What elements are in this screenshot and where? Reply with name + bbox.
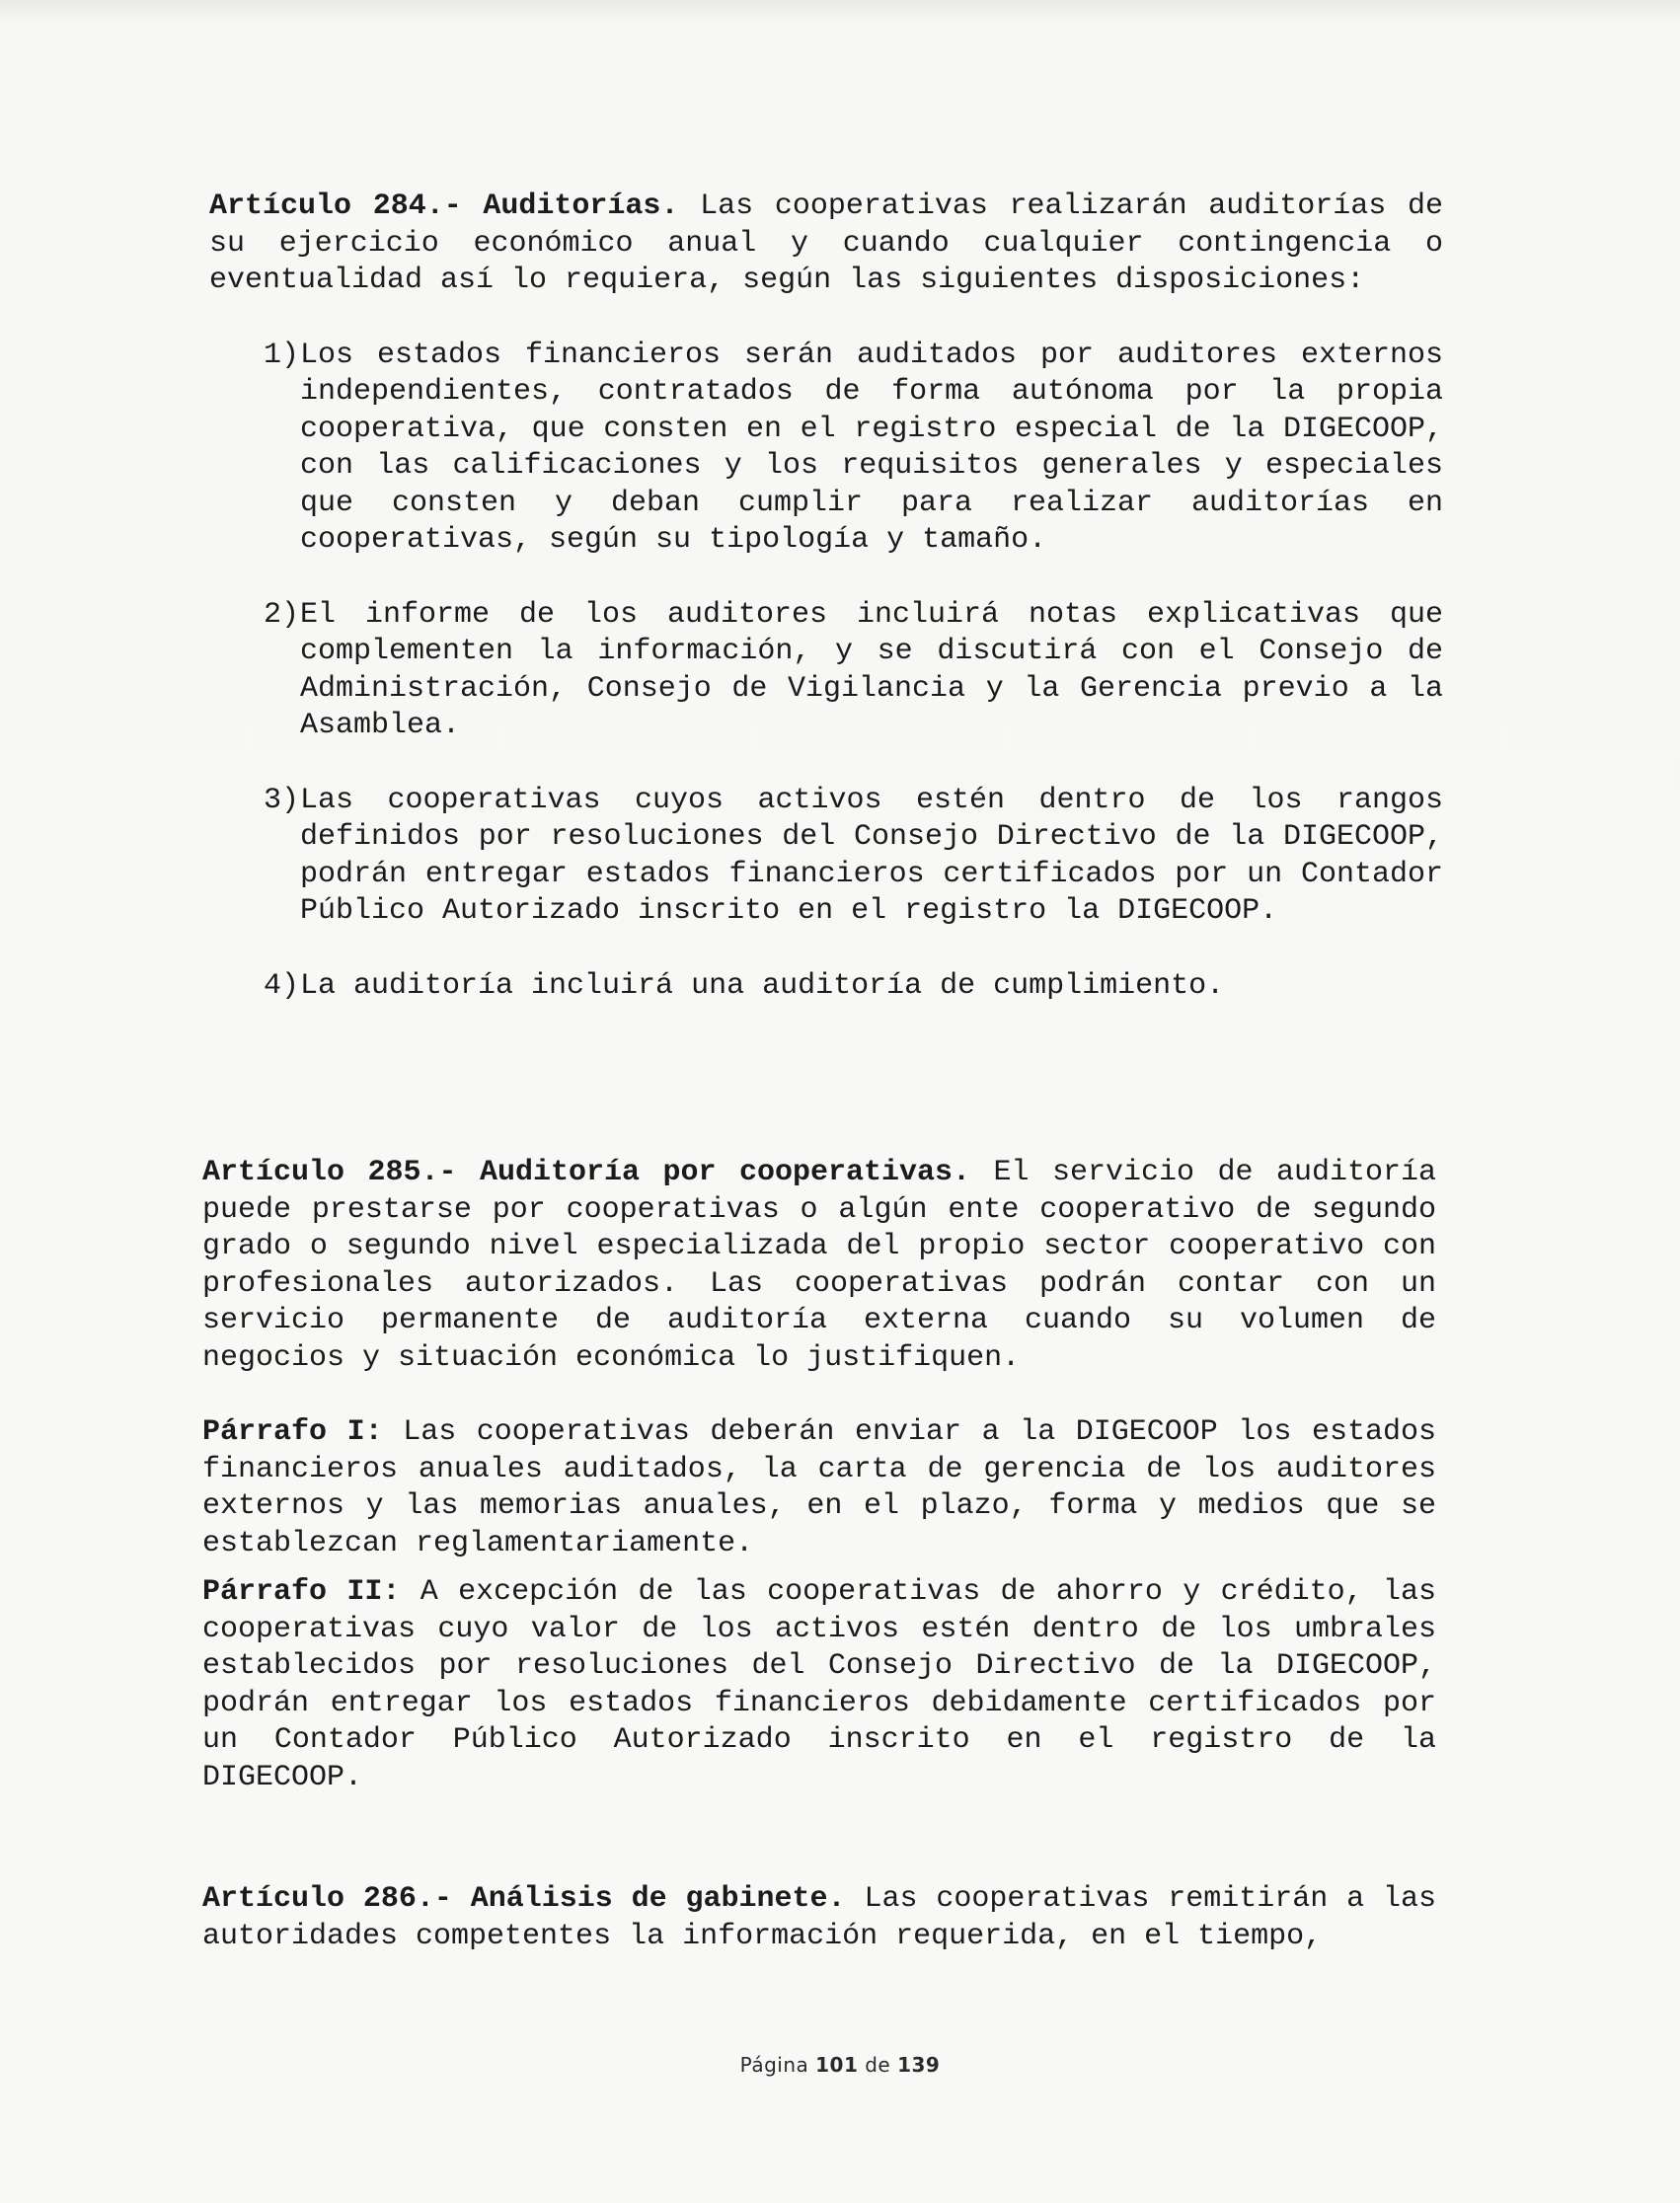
list-item-text: La auditoría incluirá una auditoría de cumplimiento.	[300, 968, 1225, 1003]
article-285-paragraph	[202, 1155, 1436, 1377]
article-284	[209, 189, 1443, 1005]
list-item-number: 4)	[264, 968, 300, 1003]
paragraph-i	[202, 1414, 1436, 1562]
list-item-text: Las cooperativas cuyos activos estén dentro de los rangos definidos por resoluciones del Consejo Directivo de la DIGECOOP, podrán entregar estados financieros certificados por un Contador Público Autorizado inscrito en el registro la DIGECOOP.	[300, 783, 1443, 928]
paragraph-ii	[202, 1574, 1436, 1796]
paragraph-ii-label: Párrafo II:	[202, 1575, 401, 1609]
list-item	[209, 338, 1443, 560]
article-284-list	[209, 338, 1443, 1006]
list-item	[209, 968, 1443, 1006]
article-286-paragraph	[202, 1881, 1436, 1955]
list-item	[209, 597, 1443, 745]
paragraph-i-label: Párrafo I:	[202, 1415, 383, 1449]
list-item-number: 3)	[264, 783, 300, 817]
article-285-intro: El servicio de auditoría puede prestarse por cooperativas o algún ente cooperativo de segundo grado o segundo nivel especializada del propio sector cooperativo con profesionales autorizados. Las cooperativas podrán contar con un servicio permanente de auditoría externa cuando su volumen de negocios y situación económica lo justifiquen.	[202, 1156, 1436, 1375]
current-page-number: 101	[815, 2053, 859, 2077]
article-285-heading: Artículo 285.- Auditoría por cooperativas.	[202, 1156, 971, 1189]
article-284-heading: Artículo 284.- Auditorías.	[209, 190, 679, 223]
list-item-number: 2)	[264, 597, 300, 632]
list-item-text: Los estados financieros serán auditados por auditores externos independientes, contratados de forma autónoma por la propia cooperativa, que consten en el registro especial de la DIGECOOP, con las calificaciones y los requisitos generales y especiales que consten y deban cumplir para realizar auditorías en cooperativas, según su tipología y tamaño.	[300, 338, 1443, 557]
list-item	[209, 783, 1443, 931]
list-item-text: El informe de los auditores incluirá notas explicativas que complementen la información, y se discutirá con el Consejo de Administración, Consejo de Vigilancia y la Gerencia previo a la Asamblea.	[300, 597, 1443, 742]
footer-prefix: Página	[739, 2053, 809, 2077]
article-286-intro: Las cooperativas remitirán a las autoridades competentes la información requerida, en el tiempo,	[202, 1882, 1437, 1953]
paragraph-ii-text: A excepción de las cooperativas de ahorro y crédito, las cooperativas cuyo valor de los activos estén dentro de los umbrales establecidos por resoluciones del Consejo Directivo de la DIGECOOP, podrán entregar los estados financieros debidamente certificados por un Contador Público Autorizado inscrito en el registro de la DIGECOOP.	[202, 1575, 1436, 1794]
article-284-intro: Las cooperativas realizarán auditorías de su ejercicio económico anual y cuando cualquier contingencia o eventualidad así lo requiera, según las siguientes disposiciones:	[209, 190, 1443, 297]
article-286-heading: Artículo 286.- Análisis de gabinete.	[202, 1882, 846, 1916]
article-284-paragraph	[209, 189, 1443, 300]
footer-middle: de	[865, 2053, 891, 2077]
total-page-count: 139	[897, 2053, 941, 2077]
article-286	[202, 1881, 1436, 1955]
article-285	[202, 1155, 1436, 1796]
list-item-number: 1)	[264, 338, 300, 372]
paragraph-i-text: Las cooperativas deberán enviar a la DIGECOOP los estados financieros anuales auditados, la carta de gerencia de los auditores externos y las memorias anuales, en el plazo, forma y medios que se establezcan reglamentariamente.	[202, 1415, 1436, 1560]
page-number-footer	[0, 2053, 1680, 2077]
